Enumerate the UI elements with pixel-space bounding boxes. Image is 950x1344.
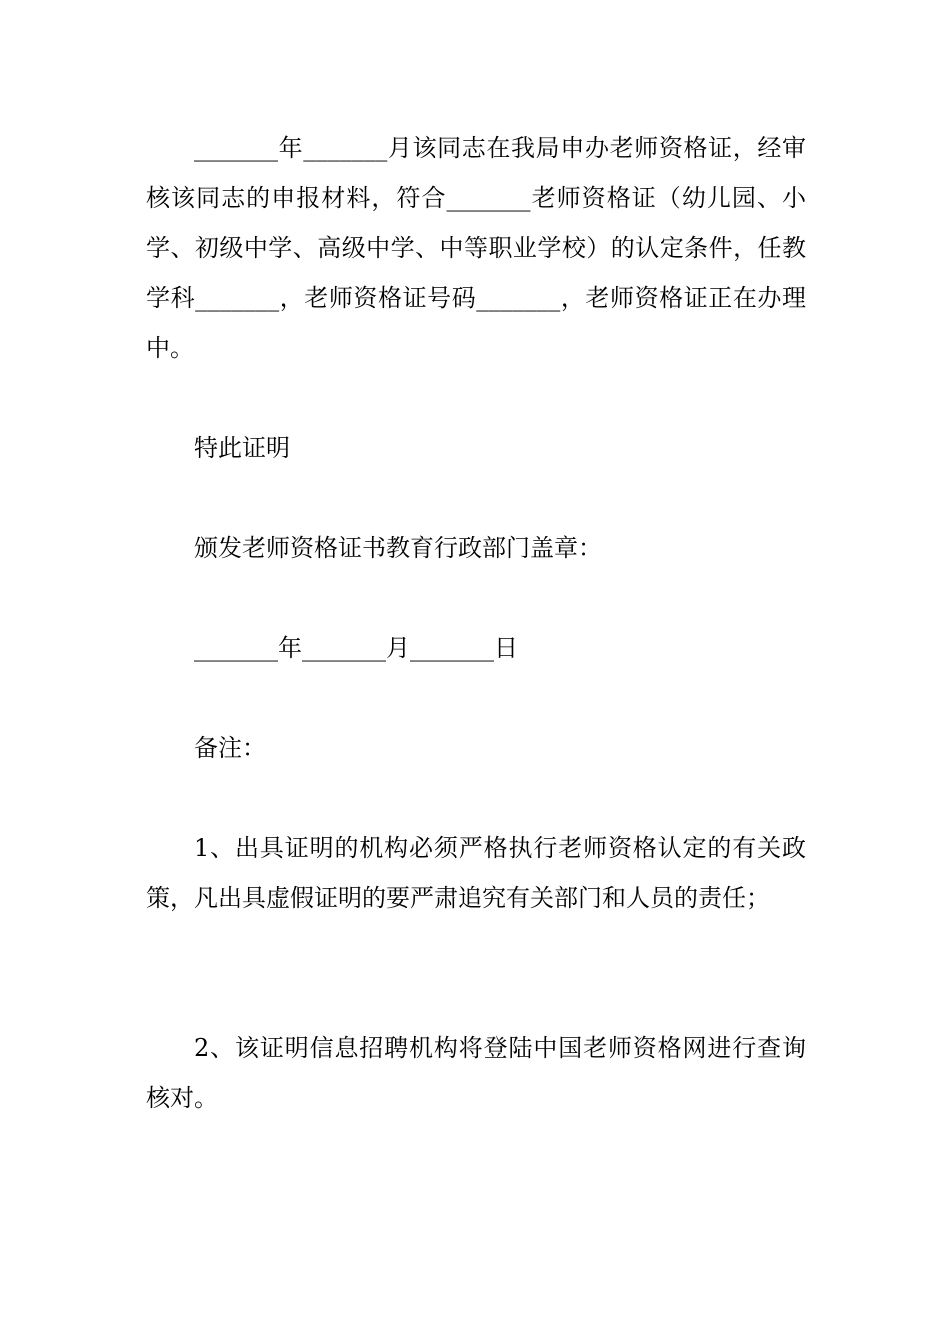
remark-note-1: 1、出具证明的机构必须严格执行老师资格认定的有关政策，凡出具虚假证明的要严肃追究有关部门和人员的责任； [146, 834, 806, 912]
certificate-body-paragraph: _______年_______月该同志在我局申办老师资格证，经审核该同志的申报材料，符合_______老师资格证（幼儿园、小学、初级中学、高级中学、中等职业学校）的认定条件，任教学科_______，老师资格证号码_______，老师资格证正在办理中。 [146, 134, 806, 362]
date-line: _______年_______月_______日 [194, 634, 518, 662]
issuing-department-stamp-line: 颁发老师资格证书教育行政部门盖章： [194, 534, 602, 562]
special-proof-line: 特此证明 [194, 434, 290, 462]
remarks-title: 备注： [194, 734, 266, 762]
remark-note-2: 2、该证明信息招聘机构将登陆中国老师资格网进行查询核对。 [146, 1034, 806, 1112]
